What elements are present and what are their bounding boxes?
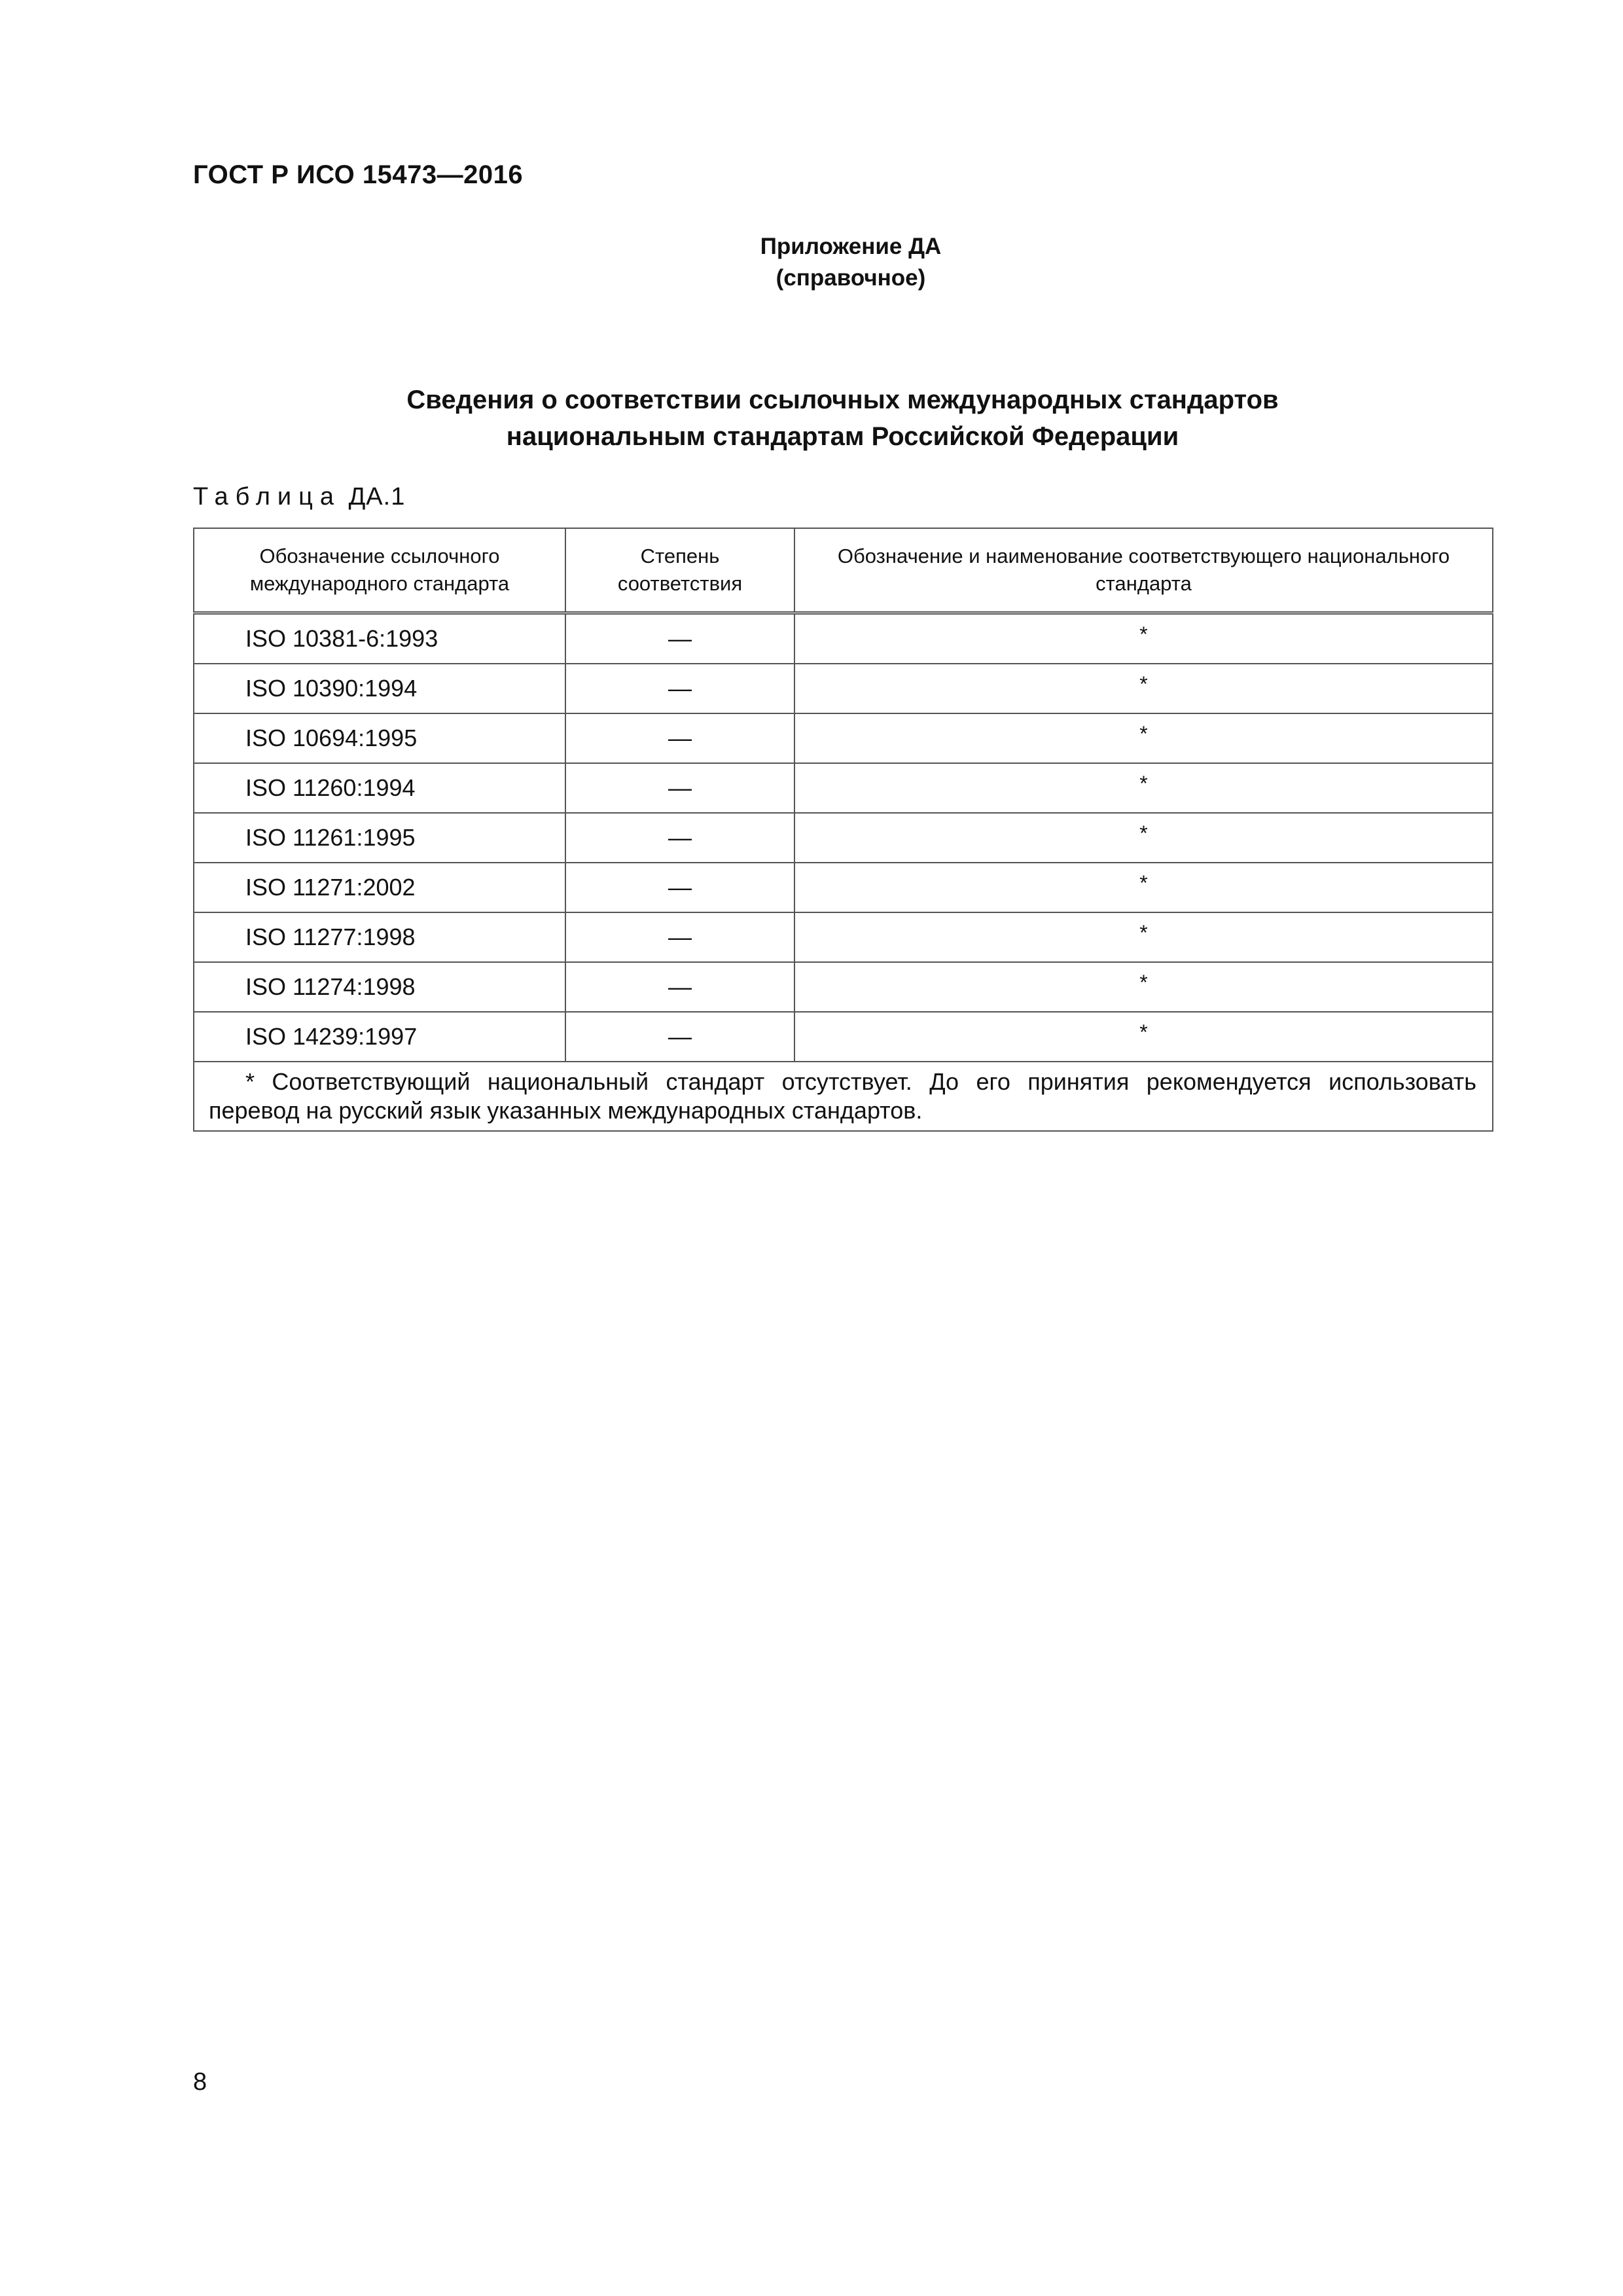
table-row [194,962,1493,1012]
appendix-kind: (справочное) [776,265,926,291]
table-row [194,763,1493,813]
table-row [194,912,1493,962]
cell-national-standard: * [794,664,1493,713]
cell-degree: — [565,613,794,664]
cell-national-standard: * [794,813,1493,863]
table-row [194,664,1493,713]
correspondence-table [193,528,1493,1132]
column-header-international-standard: Обозначение ссылочного международного стандарта [194,528,565,613]
cell-international-standard: ISO 14239:1997 [194,1012,565,1062]
cell-degree: — [565,664,794,713]
column-header-national-standard: Обозначение и наименование соответствующего национального стандарта [794,528,1493,613]
cell-international-standard: ISO 11271:2002 [194,863,565,912]
page-number: 8 [193,2068,207,2096]
table-caption-word: Таблица [193,483,341,511]
cell-international-standard: ISO 11277:1998 [194,912,565,962]
cell-national-standard: * [794,863,1493,912]
table-row [194,713,1493,763]
cell-international-standard: ISO 11274:1998 [194,962,565,1012]
column-header-degree: Степень соответствия [565,528,794,613]
table-row [194,1012,1493,1062]
cell-national-standard: * [794,613,1493,664]
cell-degree: — [565,813,794,863]
cell-international-standard: ISO 10694:1995 [194,713,565,763]
cell-national-standard: * [794,962,1493,1012]
table-caption [193,483,405,511]
section-heading-line-1: Сведения о соответствии ссылочных международных стандартов [406,386,1279,414]
cell-national-standard: * [794,713,1493,763]
document-code: ГОСТ Р ИСО 15473—2016 [193,160,524,189]
cell-degree: — [565,912,794,962]
cell-degree: — [565,863,794,912]
table-footnote-text: * Соответствующий национальный стандарт отсутствует. До его принятия рекомендуется использовать перевод на русский язык указанных международных стандартов. [209,1068,1476,1124]
table-footnote [194,1062,1493,1131]
section-heading-line-2: национальным стандартам Российской Федерации [506,422,1179,451]
table-row [194,863,1493,912]
cell-international-standard: ISO 11261:1995 [194,813,565,863]
table-footnote-row [194,1062,1493,1131]
cell-international-standard: ISO 10381-6:1993 [194,613,565,664]
cell-national-standard: * [794,912,1493,962]
cell-international-standard: ISO 11260:1994 [194,763,565,813]
appendix-title: Приложение ДА [760,234,942,259]
table-header-row [194,528,1493,613]
cell-national-standard: * [794,1012,1493,1062]
table-row [194,813,1493,863]
cell-degree: — [565,1012,794,1062]
cell-degree: — [565,713,794,763]
table-row [194,613,1493,664]
cell-international-standard: ISO 10390:1994 [194,664,565,713]
cell-national-standard: * [794,763,1493,813]
cell-degree: — [565,763,794,813]
table-caption-number: ДА.1 [348,483,406,511]
cell-degree: — [565,962,794,1012]
